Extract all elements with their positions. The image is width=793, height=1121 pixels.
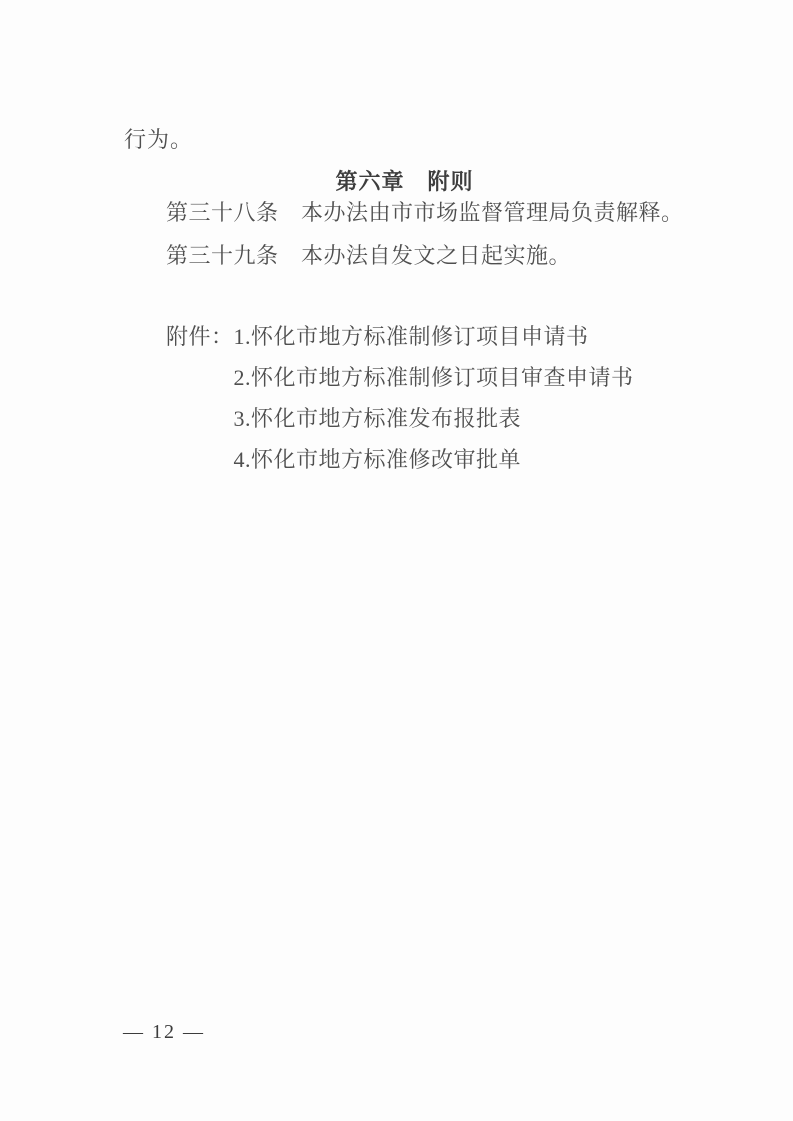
- attachment-item: 4.怀化市地方标准修改审批单: [233, 447, 522, 472]
- page-number: — 12 —: [123, 1021, 205, 1043]
- chapter-heading: 第六章 附则: [335, 169, 474, 195]
- attachment-item: 1.怀化市地方标准制修订项目申请书: [233, 324, 589, 349]
- attachment-item: 2.怀化市地方标准制修订项目审查申请书: [233, 365, 634, 390]
- attachment-item: 3.怀化市地方标准发布报批表: [233, 406, 522, 431]
- attachments-label: 附件：: [166, 324, 234, 349]
- paragraph-continuation: 行为。: [124, 127, 194, 152]
- attachments-list: [234, 316, 634, 480]
- articles-block: [124, 191, 684, 277]
- attachments-block: [166, 316, 634, 480]
- article-38: 第三十八条 本办法由市市场监督管理局负责解释。: [166, 200, 684, 225]
- article-39: 第三十九条 本办法自发文之日起实施。: [166, 243, 572, 268]
